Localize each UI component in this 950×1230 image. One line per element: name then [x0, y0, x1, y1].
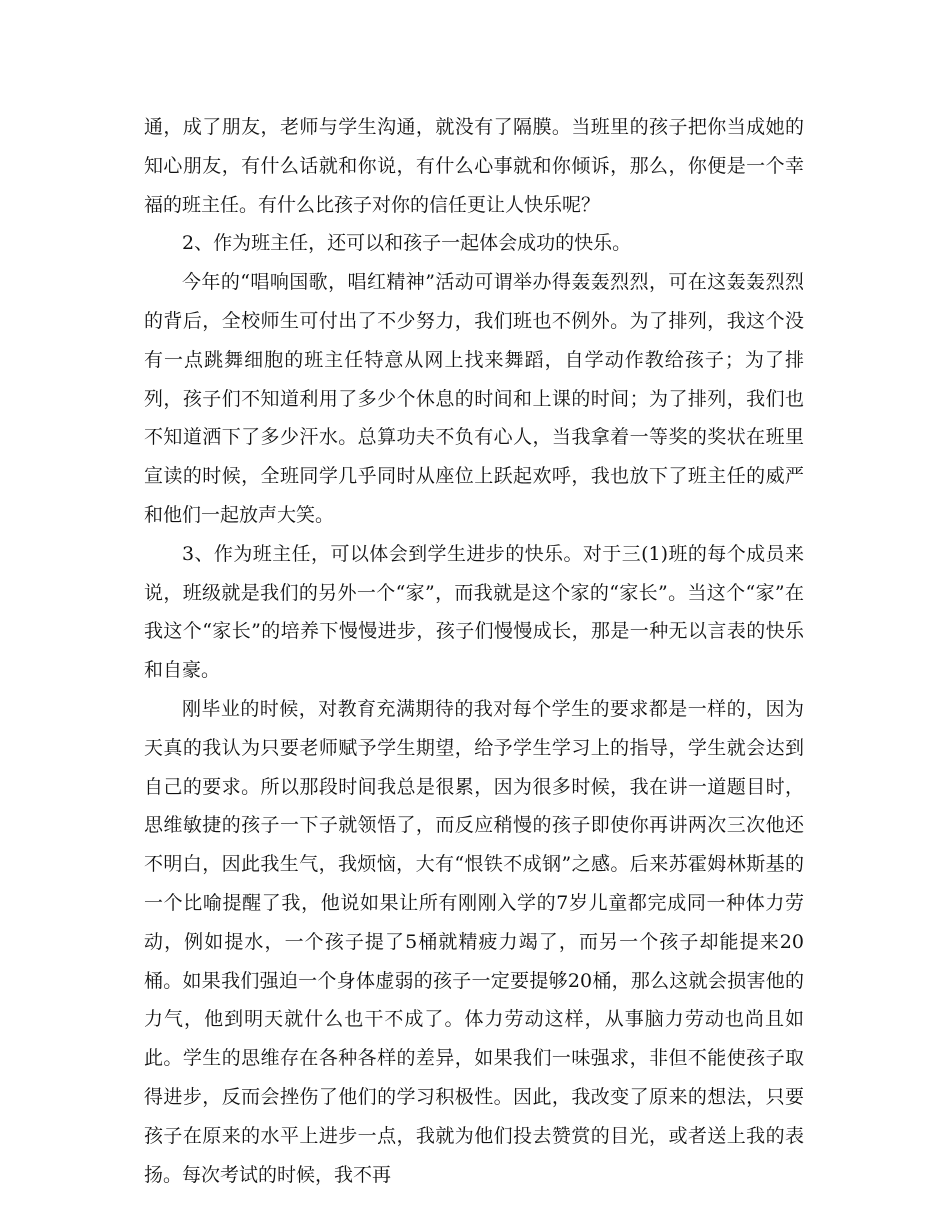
paragraph-singing-event: 今年的“唱响国歌，唱红精神”活动可谓举办得轰轰烈烈，可在这轰轰烈烈的背后，全校师生可付出了不少努力，我们班也不例外。为了排列，我这个没有一点跳舞细胞的班主任特意从网上找来舞蹈，自学动作教给孩子；为了排列，孩子们不知道利用了多少个休息的时间和上课的时间；为了排列，我们也不知道洒下了多少汗水。总算功夫不负有心人，当我拿着一等奖的奖状在班里宣读的时候，全班同学几乎同时从座位上跃起欢呼，我也放下了班主任的威严和他们一起放声大笑。	[144, 271, 804, 526]
document-body	[144, 108, 804, 1194]
paragraph-point-3: 3、作为班主任，可以体会到学生进步的快乐。对于三(1)班的每个成员来说，班级就是我们的另外一个“家”，而我就是这个家的“家长”。当这个“家”在我这个“家长”的培养下慢慢进步，孩子们慢慢成长，那是一种无以言表的快乐和自豪。	[144, 542, 804, 682]
paragraph-point-2: 2、作为班主任，还可以和孩子一起体会成功的快乐。	[182, 232, 632, 255]
paragraph-after-graduation: 刚毕业的时候，对教育充满期待的我对每个学生的要求都是一样的，因为天真的我认为只要老师赋予学生期望，给予学生学习上的指导，学生就会达到自己的要求。所以那段时间我总是很累，因为很多时候，我在讲一道题目时，思维敏捷的孩子一下子就领悟了，而反应稍慢的孩子即使你再讲两次三次他还不明白，因此我生气，我烦恼，大有“恨铁不成钢”之感。后来苏霍姆林斯基的一个比喻提醒了我，他说如果让所有刚刚入学的7岁儿童都完成同一种体力劳动，例如提水，一个孩子提了5桶就精疲力竭了，而另一个孩子却能提来20桶。如果我们强迫一个身体虚弱的孩子一定要提够20桶，那么这就会损害他的力气，他到明天就什么也干不成了。体力劳动这样，从事脑力劳动也尚且如此。学生的思维存在各种各样的差异，如果我们一味强求，非但不能使孩子取得进步，反而会挫伤了他们的学习积极性。因此，我改变了原来的想法，只要孩子在原来的水平上进步一点，我就为他们投去赞赏的目光，或者送上我的表扬。每次考试的时候，我不再	[144, 697, 804, 1186]
paragraph-continuation: 通，成了朋友，老师与学生沟通，就没有了隔膜。当班里的孩子把你当成她的知心朋友，有什么话就和你说，有什么心事就和你倾诉，那么，你便是一个幸福的班主任。有什么比孩子对你的信任更让人快乐呢？	[144, 116, 804, 216]
